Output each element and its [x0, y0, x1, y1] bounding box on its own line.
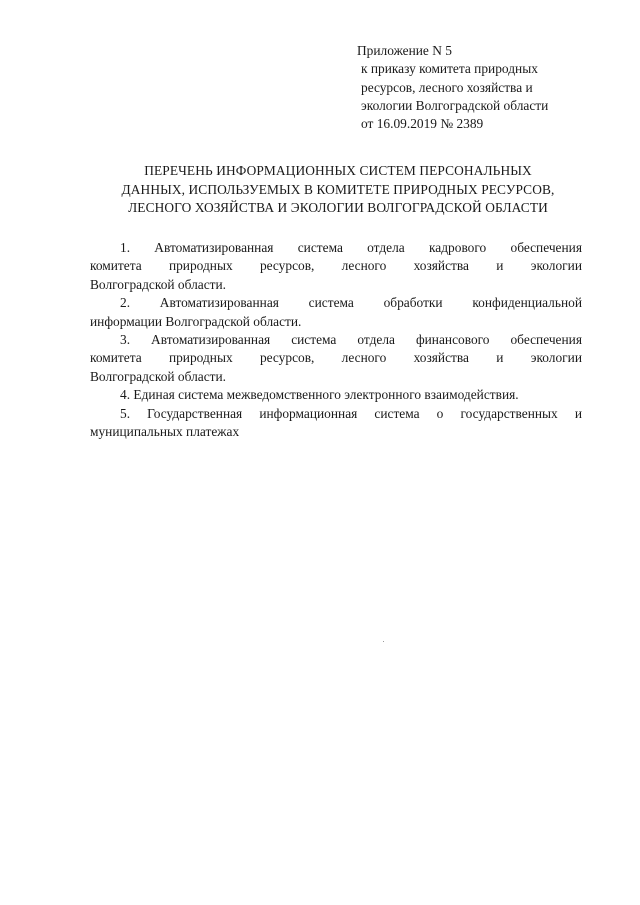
appendix-date-line: от 16.09.2019 № 2389 — [361, 116, 484, 132]
appendix-order-line: к приказу комитета природных — [361, 61, 538, 77]
item-3-line-1: 3. Автоматизированная система отдела финансового обеспечения — [120, 332, 582, 348]
item-1-line-1: 1. Автоматизированная система отдела кадрового обеспечения — [120, 240, 582, 255]
appendix-number: Приложение N 5 — [357, 43, 452, 58]
item-2-line-2: информации Волгоградской области. — [90, 313, 302, 329]
item-3-line-3: Волгоградской области. — [90, 368, 227, 384]
item-5-line-2: муниципальных платежах — [90, 424, 240, 440]
appendix-committee-line: ресурсов, лесного хозяйства и — [361, 79, 533, 95]
appendix-region-line: экологии Волгоградской области — [361, 97, 549, 113]
systems-list — [90, 239, 582, 441]
title-line-2: ДАННЫХ, ИСПОЛЬЗУЕМЫХ В КОМИТЕТЕ ПРИРОДНЫХ РЕСУРСОВ, — [121, 181, 555, 197]
item-2-line-1: 2. Автоматизированная система обработки конфиденциальной — [120, 295, 582, 311]
list-item — [90, 405, 582, 442]
title-line-1: ПЕРЕЧЕНЬ ИНФОРМАЦИОННЫХ СИСТЕМ ПЕРСОНАЛЬНЫХ — [144, 163, 532, 178]
item-4-line-1: 4. Единая система межведомственного электронного взаимодействия. — [120, 387, 519, 403]
list-item — [90, 331, 582, 386]
title-line-3: ЛЕСНОГО ХОЗЯЙСТВА И ЭКОЛОГИИ ВОЛГОГРАДСКОЙ ОБЛАСТИ — [128, 200, 548, 215]
item-3-line-2: комитета природных ресурсов, лесного хозяйства и экологии — [90, 350, 582, 366]
item-1-line-3: Волгоградской области. — [90, 276, 227, 292]
scan-speck — [383, 641, 384, 642]
list-item — [90, 294, 582, 331]
item-5-line-1: 5. Государственная информационная система о государственных и — [120, 405, 582, 421]
document-title — [88, 162, 588, 218]
item-1-line-2: комитета природных ресурсов, лесного хозяйства и экологии — [90, 258, 582, 274]
list-item — [90, 386, 582, 404]
appendix-header — [357, 42, 607, 133]
list-item — [90, 239, 582, 294]
